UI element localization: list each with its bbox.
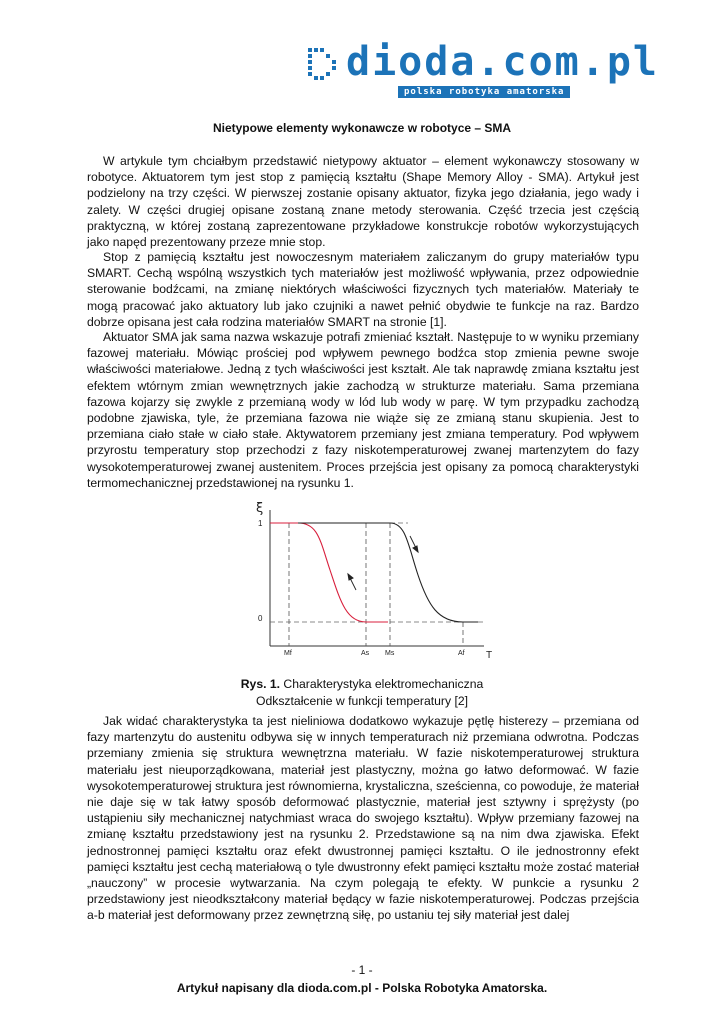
x-axis-label: T (486, 650, 493, 661)
logo-wordmark: dioda.com.pl (346, 39, 659, 85)
footer-credit: Artykuł napisany dla dioda.com.pl - Polska Robotyka Amatorska. (176, 981, 548, 995)
figure-hysteresis-chart (248, 500, 500, 662)
article-title: Nietypowe elementy wykonawcze w robotyce – SMA (212, 121, 512, 135)
logo-dot-matrix-icon (306, 46, 342, 82)
caption-label: Rys. 1. (240, 677, 281, 691)
cooling-arrow-icon (410, 536, 418, 552)
heating-curve (270, 523, 388, 622)
cooling-curve (298, 523, 478, 622)
site-logo[interactable] (308, 39, 659, 102)
paragraph-actuator: Aktuator SMA jak sama nazwa wskazuje potrafi zmieniać kształt. Następuje to w wyniku przemiany fazowej materiału. Mówiąc prościej pod wpływem pewnego bodźca stop zmienia pewne swoje właściwości materiałowe. Jedną z tych właściwości jest kształt. Ale tak naprawdę zmiana kształtu jest efektem wtórnym zmian wewnętrznych jakie zachodzą w strukturze materiału. Sama przemiana fazowa kojarzy się zwykle z przemianą wody w lód lub wody w parę. W tym przypadku zachodzą podobne zjawiska, tyle, że przemiana fazowa nie wiąże się ze zmianą stanu skupienia. Jest to przemiana ciało stałe w ciało stałe. Aktywatorem przemiany jest zmiana temperatury. Pod wpływem przyrostu temperatury stop przechodzi z fazy niskotemperaturowej zwanej martenzytem do fazy wysokotemperaturowej zwanej austenitem. Proces przejścia jest opisany za pomocą charakterystyki termomechanicznej przedstawionej na rysunku 1. (87, 330, 639, 490)
paragraph-smart: Stop z pamięcią kształtu jest nowoczesnym materiałem zaliczanym do grupy materiałów typu SMART. Cechą wspólną wszystkich tych materiałów jest możliwość wpływania, przez odpowiednie sterowanie bodźcami, na zmianę niektórych właściwości fizycznych tych materiałów. Materiały te mogą pracować jako aktuatory lub jako czujniki a nawet pełnić obydwie te funkcje na raz. Bardzo dobrze opisana jest cała rodzina materiałów SMART na stronie [1]. (87, 250, 639, 329)
logo-tagline: polska robotyka amatorska (398, 86, 570, 98)
x-tick-af: Af (458, 650, 465, 657)
paragraph-intro: W artykule tym chciałbym przedstawić nietypowy aktuator – element wykonawczy stosowany w robotyce. Aktuatorem tym jest stop z pamięcią kształtu (Shape Memory Alloy - SMA). Artykuł jest podzielony na trzy części. W pierwszej zostanie opisany aktuator, fizyka jego działania, jego wady i zalety. W części drugiej opisane zostaną znane metody sterowania. Część trzecia jest częścią praktyczną, w której zostaną zaprezentowane przykładowe konstrukcje robotów wykorzystujących jako napęd prezentowany przeze mnie stop. (87, 154, 639, 250)
y-tick-0: 0 (258, 614, 263, 623)
x-tick-ms: Ms (385, 650, 395, 657)
y-axis-label: ξ (256, 501, 264, 516)
x-tick-mf: Mf (284, 650, 292, 657)
paragraph-hysteresis: Jak widać charakterystyka ta jest nieliniowa dodatkowo wykazuje pętlę histerezy – przemiana od fazy martenzytu do austenitu odbywa się w innych temperaturach niż przemiana odwrotna. Podczas przemiany zmienia się struktura wewnętrzna materiału. W fazie niskotemperaturowej struktura materiału jest nieuporządkowana, materiał jest plastyczny, można go łatwo deformować. W fazie wysokotemperaturowej struktura jest równomierna, krystaliczna, sześcienna, co powoduje, że materiał nie daje się w tak łatwy sposób deformować plastycznie, materiał jest sztywny i sprężysty (po ustąpieniu siły mechanicznej natychmiast wraca do swojego kształtu). Wpływ przemiany fazowej na zmianę kształtu przedstawiony jest na rysunku 2. Przedstawione są na nim dwa zjawiska. Efekt jednostronnej pamięci kształtu oraz efekt dwustronnej pamięci kształtu. O ile jednostronny efekt pamięci kształtu jest cechą materiałową o tyle dwustronny efekt pamięci kształtu może zostać materiał „nauczony” w procesie wytwarzania. Na czym polegają te efekty. W punkcie a rysunku 2 przedstawiony jest nieodkształcony materiał będący w fazie niskotemperaturowej. Podczas przejścia a-b materiał jest deformowany przez zewnętrzną siłę, po ustaniu tej siły materiał jest dalej (87, 714, 639, 923)
x-tick-as: As (361, 650, 370, 657)
heating-arrow-icon (348, 574, 356, 590)
figure-caption (0, 676, 724, 709)
y-tick-1: 1 (258, 519, 263, 528)
caption-line2: Odkształcenie w funkcji temperatury [2] (255, 693, 468, 708)
caption-line1: Charakterystyka elektromechaniczna (283, 677, 484, 691)
page-number: - 1 - (351, 963, 373, 977)
